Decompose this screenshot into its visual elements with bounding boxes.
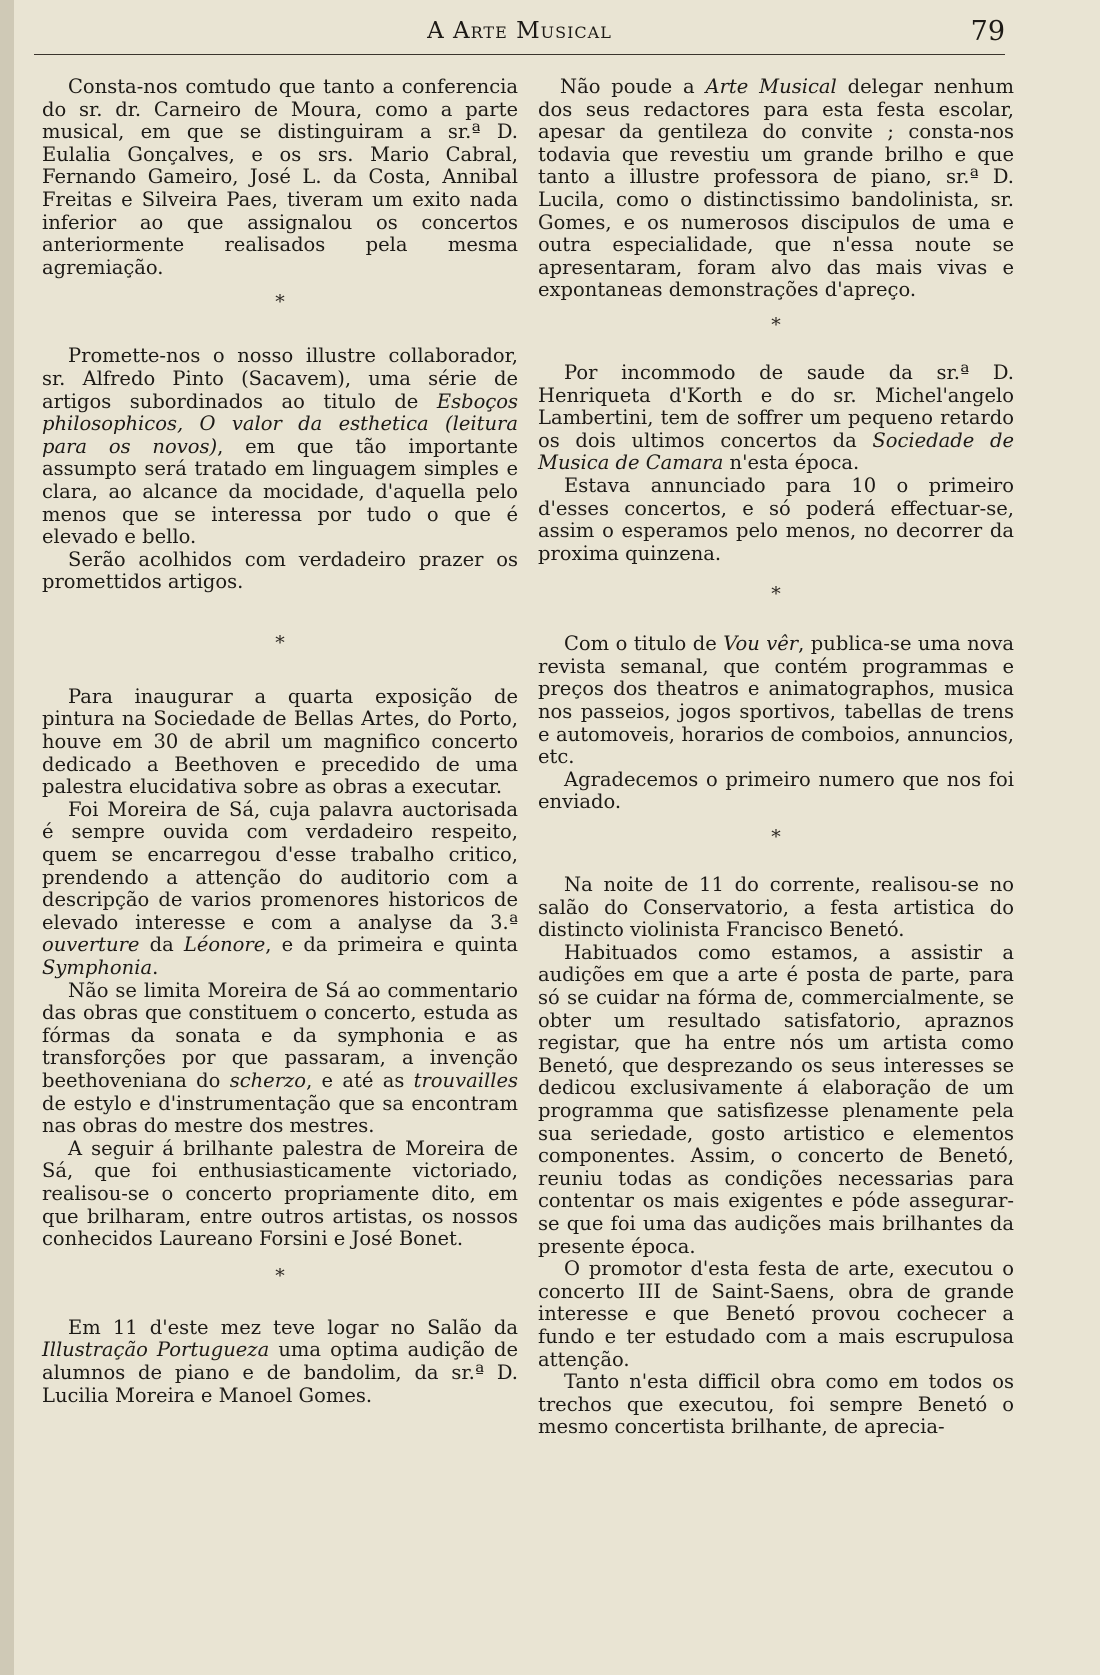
paragraph: Não se limita Moreira de Sá ao commentario das obras que constituem o concerto, estuda as fórmas da sonata e da symphonia e as transforções por que passaram, a invenção beethoveniana do scherzo, e até as trouvailles de estylo e d'instrumentação que sa encontram nas obras do mestre dos mestres. — [42, 978, 518, 1138]
running-header — [34, 14, 1005, 64]
paragraph: Tanto n'esta difficil obra como em todos os trechos que executou, foi sempre Benetó o mesmo concertista brilhante, de aprecia- — [538, 1370, 1014, 1439]
paragraph: Para inaugurar a quarta exposição de pintura na Sociedade de Bellas Artes, do Porto, houve em 30 de abril um magnifico concerto dedicado a Beethoven e precedido de uma palestra elucidativa sobre as obras a executar. — [42, 684, 518, 799]
paragraph: Estava annunciado para 10 o primeiro d'esses concertos, e só poderá effectuar-se, assim o esperamos pelo menos, no decorrer da proxima quinzena. — [538, 473, 1014, 565]
section-separator: * — [771, 313, 781, 336]
page-number: 79 — [970, 16, 1005, 47]
paragraph: A seguir á brilhante palestra de Moreira de Sá, que foi enthusiasticamente victoriado, realisou-se o concerto propriamente dito, em que brilharam, entre outros artistas, os nossos conhecidos Laureano Forsini e José Bonet. — [42, 1136, 518, 1251]
binding-edge — [0, 0, 14, 1675]
paragraph: Não poude a Arte Musical delegar nenhum dos seus redactores para esta festa escolar, apesar da gentileza do convite ; consta-nos todavia que revestiu um grande brilho e que tanto a illustre professora de piano, sr.ª D. Lucila, como o distinctissimo bandolinista, sr. Gomes, e os numerosos discipulos de uma e outra especialidade, que n'essa noute se apresentaram, foram alvo das mais vivas e expontaneas demonstrações d'apreço. — [538, 75, 1014, 302]
section-separator: * — [275, 631, 285, 654]
paragraph: Promette-nos o nosso illustre collaborador, sr. Alfredo Pinto (Sacavem), uma série de artigos subordinados ao titulo de Esboços philosophicos, O valor da esthetica (leitura para os novos), em que tão importante assumpto será tratado em linguagem simples e clara, ao alcance da mocidade, d'aquella pelo menos que se interessa por tudo o que é elevado e bello. — [42, 344, 518, 549]
paragraph: Com o titulo de Vou vêr, publica-se uma nova revista semanal, que contém programmas e preços dos theatros e animatographos, musica nos passeios, jogos sportivos, tabellas de trens e automoveis, horarios de comboios, annuncios, etc. — [538, 632, 1015, 769]
paragraph: O promotor d'esta festa de arte, executou o concerto III de Saint-Saens, obra de grande interesse e que Benetó provou cochecer a fundo e ter estudado com a mais escrupulosa attenção. — [538, 1257, 1014, 1371]
paragraph: Na noite de 11 do corrente, realisou-se no salão do Conservatorio, a festa artistica do distincto violinista Francisco Benetó. — [538, 873, 1014, 942]
section-separator: * — [275, 291, 285, 314]
right-column — [538, 76, 1014, 1439]
paragraph: Agradecemos o primeiro numero que nos foi enviado. — [538, 767, 1014, 814]
paragraph: Foi Moreira de Sá, cuja palavra auctorisada é sempre ouvida com verdadeiro respeito, quem se encarregou d'esse trabalho critico, prendendo a attenção do auditorio com a descripção de varios promenores historicos de elevado interesse e com a analyse da 3.ª ouverture da Léonore, e da primeira e quinta Symphonia. — [42, 797, 518, 979]
section-separator: * — [771, 583, 781, 606]
page — [14, 0, 1100, 1675]
running-title: A Arte Musical — [427, 18, 612, 44]
paragraph: Por incommodo de saude da sr.ª D. Henriqueta d'Korth e do sr. Michel'angelo Lambertini, tem de soffrer um pequeno retardo os dois ultimos concertos da Sociedade de Musica de Camara n'esta época. — [538, 360, 1014, 475]
header-rule — [34, 54, 1005, 55]
section-separator: * — [771, 826, 781, 849]
paragraph: Consta-nos comtudo que tanto a conferencia do sr. dr. Carneiro de Moura, como a parte musical, em que se distinguiram a sr.ª D. Eulalia Gonçalves, e os srs. Mario Cabral, Fernando Gameiro, José L. da Costa, Annibal Freitas e Silveira Paes, tiveram um exito nada inferior ao que assignalou os concertos anteriormente realisados pela mesma agremiação. — [42, 75, 518, 279]
left-column — [42, 76, 518, 1407]
paragraph: Habituados como estamos, a assistir a audições em que a arte é posta de parte, para só se cuidar na fórma de, commercialmente, se obter um resultado satisfatorio, apraznos registar, que ha entre nós um artista como Benetó, que desprezando os seus interesses se dedicou exclusivamente á elaboração de um programma que satisfizesse plenamente pela sua seriedade, gosto artistico e elementos componentes. Assim, o concerto de Benetó, reuniu todas as condições necessarias para contentar os mais exigentes e póde assegurar-se que foi uma das audições mais brilhantes da presente época. — [538, 940, 1014, 1258]
section-separator: * — [275, 1264, 285, 1287]
paragraph: Serão acolhidos com verdadeiro prazer os promettidos artigos. — [42, 547, 518, 594]
paragraph: Em 11 d'este mez teve logar no Salão da Illustração Portugueza uma optima audição de alumnos de piano e de bandolim, da sr.ª D. Lucilia Moreira e Manoel Gomes. — [42, 1315, 518, 1407]
